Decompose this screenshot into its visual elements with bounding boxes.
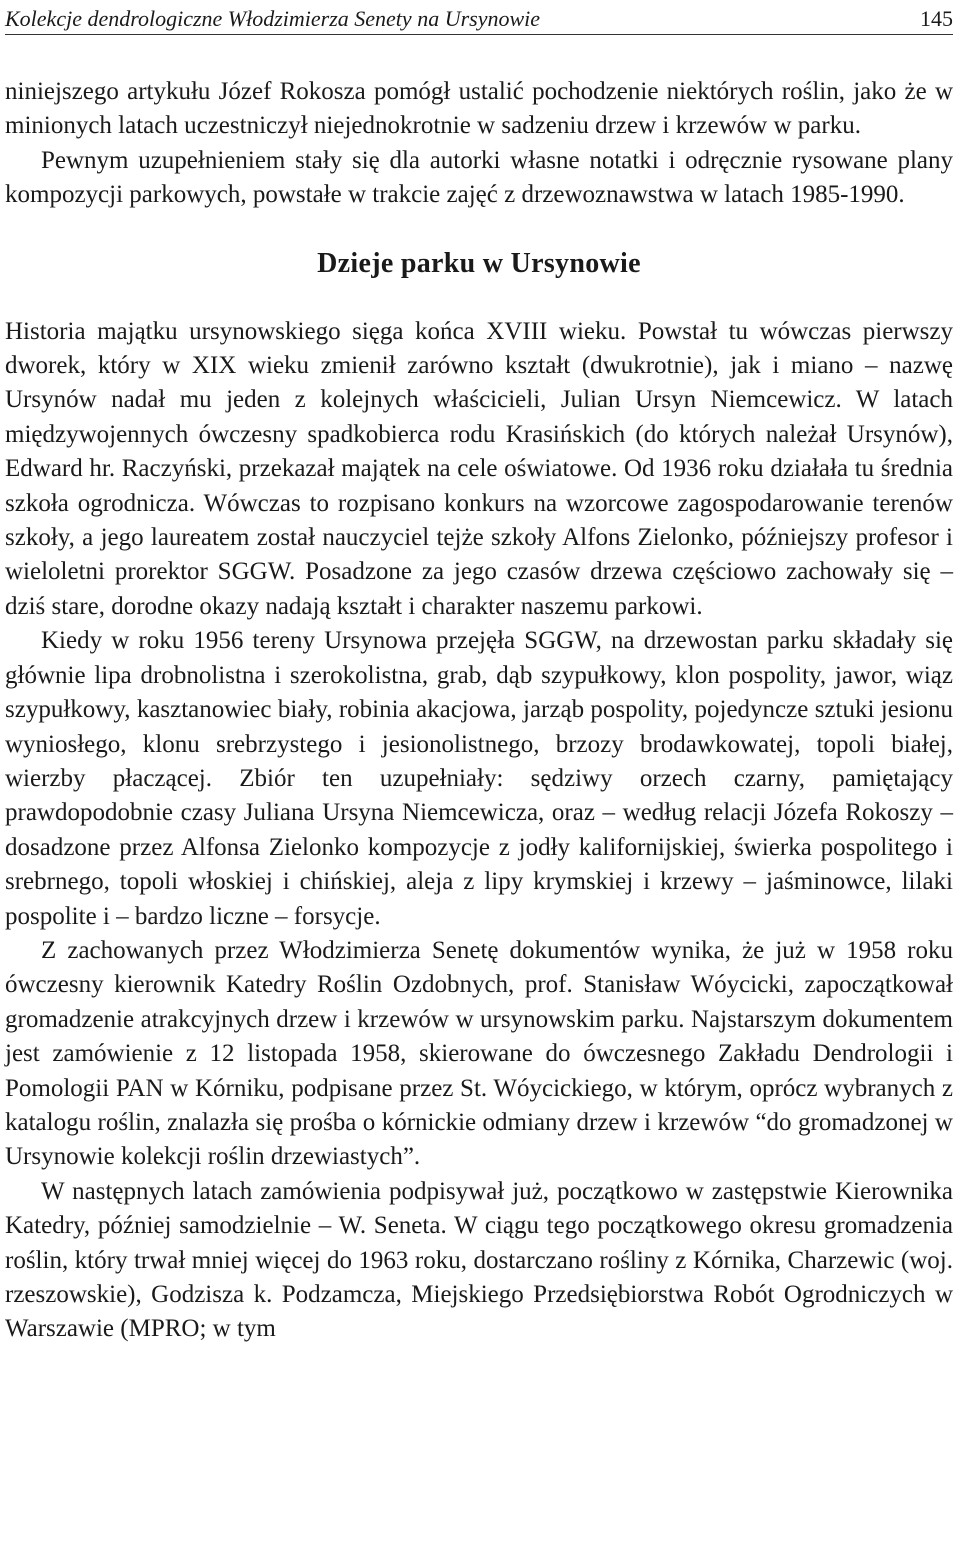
paragraph: Z zachowanych przez Włodzimierza Senetę dokumentów wynika, że już w 1958 roku ówczesny kierownik Katedry Roślin Ozdobnych, prof. Stanisław Wóycicki, zapoczątkował gromadzenie atrakcyjnych drzew i krzewów w ursynowskim parku. Najstarszym dokumentem jest zamówienie z 12 listopada 1958, skierowane do ówczesnego Zakładu Dendrologii i Pomologii PAN w Kórniku, podpisane przez St. Wóycickiego, w którym, oprócz wybranych z katalogu roślin, znalazła się prośba o kórnickie odmiany drzew i krzewów “do gromadzonej w Ursynowie kolekcji roślin drzewiastych”. (5, 936, 953, 1171)
running-header (5, 2, 953, 35)
paragraph: niniejszego artykułu Józef Rokosza pomógł ustalić pochodzenie niektórych roślin, jako że w minionych latach uczestniczył niejednokrotnie w sadzeniu drzew i krzewów w parku. (5, 78, 953, 140)
section-heading: Dzieje parku w Ursynowie (317, 247, 641, 279)
page-number: 145 (920, 6, 953, 31)
article-body (5, 75, 953, 1347)
paragraph: W następnych latach zamówienia podpisywał już, początkowo w zastępstwie Kierownika Katedry, później samodzielnie – W. Seneta. W ciągu tego początkowego okresu gromadzenia roślin, który trwał mniej więcej do 1963 roku, dostarczano rośliny z Kórnika, Charzewic (woj. rzeszowskie), Godzisza k. Podzamcza, Miejskiego Przedsiębiorstwa Robót Ogrodniczych w Warszawie (MPRO; w tym (5, 1177, 953, 1343)
running-title: Kolekcje dendrologiczne Włodzimierza Senety na Ursynowie (5, 6, 541, 31)
paragraph: Kiedy w roku 1956 tereny Ursynowa przejęła SGGW, na drzewostan parku składały się głównie lipa drobnolistna i szerokolistna, grab, dąb szypułkowy, klon pospolity, jawor, wiąz szypułkowy, kasztanowiec biały, robinia akacjowa, jarząb pospolity, pojedyncze sztuki jesionu wyniosłego, klonu srebrzystego i jesionolistnego, brzozy brodawkowatej, topoli białej, wierzby płaczącej. Zbiór ten uzupełniały: sędziwy orzech czarny, pamiętający prawdopodobnie czasy Juliana Ursyna Niemcewicza, oraz – według relacji Józefa Rokoszy – dosadzone przez Alfonsa Zielonko kompozycje z jodły kalifornijskiej, świerka pospolitego i srebrnego, topoli włoskiej i chińskiej, aleja z lipy krymskiej i krzewy – jaśminowce, lilaki pospolite i – bardzo liczne – forsycje. (5, 627, 953, 930)
paragraph: Pewnym uzupełnieniem stały się dla autorki własne notatki i odręcznie rysowane plany kompozycji parkowych, powstałe w trakcie zajęć z drzewoznawstwa w latach 1985-1990. (5, 146, 953, 209)
paragraph: Historia majątku ursynowskiego sięga końca XVIII wieku. Powstał tu wówczas pierwszy dworek, który w XIX wieku zmienił zarówno kształt (dwukrotnie), jak i miano – nazwę Ursynów nadał mu jeden z kolejnych właścicieli, Julian Ursyn Niemcewicz. W latach międzywojennych ówczesny spadkobierca rodu Krasińskich (do których należał Ursynów), Edward hr. Raczyński, przekazał majątek na cele oświatowe. Od 1936 roku działała tu średnia szkoła ogrodnicza. Wówczas to rozpisano konkurs na wzorcowe zagospodarowanie terenów szkoły, a jego laureatem został nauczyciel tejże szkoły Alfons Zielonko, późniejszy profesor i wieloletni prorektor SGGW. Posadzone za jego czasów drzewa częściowo zachowały się – dziś stare, dorodne okazy nadają kształt i charakter naszemu parkowi. (5, 317, 953, 620)
